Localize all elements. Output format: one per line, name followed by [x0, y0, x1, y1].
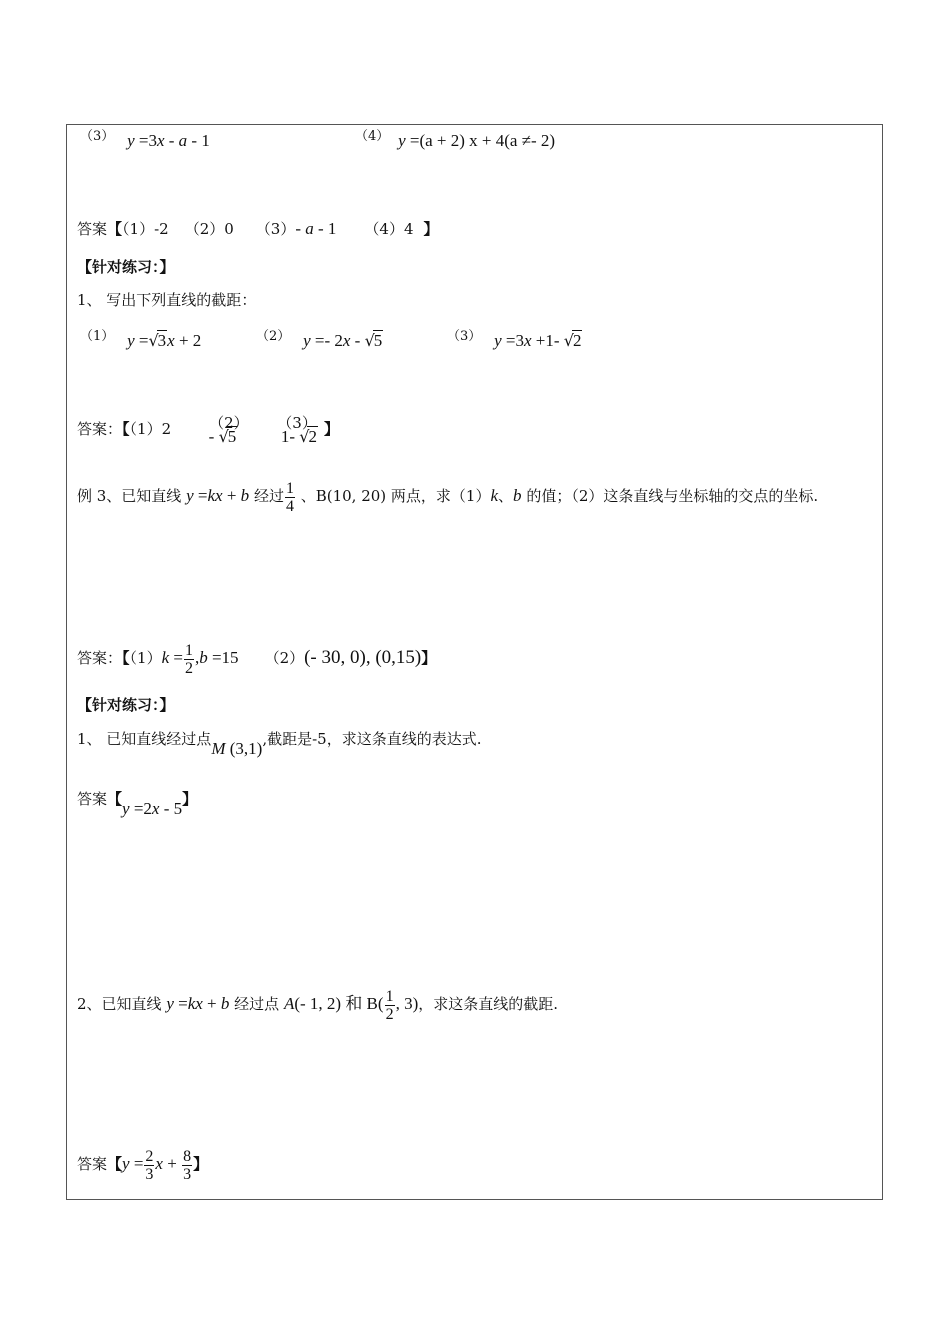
- example-text: 的值；（2）这条直线与坐标轴的交点的坐标.: [521, 487, 819, 505]
- fraction-numerator: 1: [285, 479, 294, 497]
- math-var: y: [494, 331, 502, 350]
- math-var: x: [151, 799, 160, 818]
- math-var: a: [178, 131, 188, 150]
- bracket-close: 】: [323, 420, 339, 438]
- math-text: - 1: [313, 219, 337, 238]
- practice-2-q1: [77, 729, 482, 758]
- math-var: y: [122, 799, 130, 818]
- fraction: [182, 1148, 192, 1183]
- example-text: 经过: [249, 487, 284, 505]
- fraction: [144, 1148, 154, 1183]
- practice-2-a2: [77, 1146, 208, 1183]
- fraction-denominator: 2: [385, 1005, 394, 1023]
- math-var: x: [167, 331, 175, 350]
- bracket-open: 【: [107, 790, 123, 808]
- math-text: ,: [194, 648, 200, 667]
- math-text: (- 1, 2): [294, 994, 342, 1013]
- question-text: 1、 已知直线经过点: [77, 730, 212, 748]
- radical-icon: √: [148, 331, 159, 350]
- example-3: [77, 478, 818, 515]
- answer-3: [77, 640, 436, 677]
- math-var: x: [342, 331, 351, 350]
- answer-label: 答案: [77, 1155, 108, 1173]
- question-text: ，求这条直线的截距.: [418, 995, 559, 1013]
- math-var: b: [199, 648, 208, 667]
- bracket-close: 】: [421, 649, 437, 667]
- math-text: +: [222, 486, 241, 505]
- practice-1-expr-1: [80, 331, 201, 353]
- answer-part: （2）0: [184, 220, 234, 238]
- math-var: kx: [187, 994, 203, 1013]
- math-text: (- 30, 0), (0,15): [304, 647, 422, 668]
- fraction-denominator: 3: [183, 1165, 192, 1183]
- math-text: (3,1): [225, 739, 263, 758]
- sqrt: [365, 331, 384, 351]
- practice-1-expr-2: [256, 331, 383, 353]
- math-var: M: [211, 739, 226, 758]
- sqrt: [564, 331, 583, 351]
- answer-1: [77, 219, 439, 239]
- radical-icon: √: [364, 331, 375, 350]
- answer-label: 答案: [77, 790, 108, 808]
- fraction-numerator: 8: [183, 1147, 192, 1165]
- math-text: 1-: [280, 427, 300, 446]
- item-number: （1）: [80, 329, 115, 344]
- fraction-numerator: 1: [184, 641, 193, 659]
- math-var: y: [398, 131, 406, 150]
- fraction: [285, 480, 295, 515]
- q4-row: [355, 131, 555, 153]
- example-text: 、B(10, 20) 两点，求（1）: [295, 487, 491, 505]
- radicand: 3: [157, 331, 167, 350]
- example-lead: 例 3、已知直线: [77, 487, 187, 505]
- math-text: +: [202, 994, 221, 1013]
- sqrt: [299, 427, 318, 447]
- math-var: k: [161, 648, 170, 667]
- math-var: a: [305, 219, 314, 238]
- practice-title-1: 【针对练习：】: [77, 258, 175, 276]
- practice-title-2: 【针对练习：】: [77, 696, 175, 714]
- math-var: kx: [207, 486, 223, 505]
- math-text: -: [350, 331, 365, 350]
- answer-part: （3）: [255, 220, 296, 238]
- math-text: =(a + 2) x + 4(a ≠- 2): [405, 131, 556, 150]
- math-text: =3: [501, 331, 524, 350]
- math-text: =: [129, 1154, 144, 1173]
- answer-part: （2）: [264, 649, 305, 667]
- q3-row: [80, 131, 210, 153]
- question-text: ,截距是-5，求这条直线的表达式.: [262, 730, 482, 748]
- radical-icon: √: [563, 331, 574, 350]
- math-var: x: [155, 1154, 163, 1173]
- fraction-denominator: 3: [145, 1165, 154, 1183]
- answer-label: 答案: [77, 220, 108, 238]
- math-var: b: [220, 994, 230, 1013]
- math-var: x: [156, 131, 165, 150]
- math-text: +1-: [531, 331, 564, 350]
- bracket-close: 】: [193, 1155, 209, 1173]
- bracket-open: 【: [107, 1155, 123, 1173]
- math-text: =2: [129, 799, 152, 818]
- math-var: y: [166, 994, 174, 1013]
- math-text: =15: [207, 648, 239, 667]
- radicand: 5: [227, 427, 237, 446]
- fraction: [385, 988, 395, 1023]
- sqrt: [219, 427, 238, 447]
- math-text: -: [295, 219, 306, 238]
- math-var: y: [127, 331, 135, 350]
- radicand: 2: [308, 427, 317, 446]
- bracket-close: 】: [423, 220, 439, 238]
- bracket-close: 】: [182, 790, 198, 808]
- bracket-open: 【: [107, 220, 123, 238]
- item-number: （3）: [447, 329, 482, 344]
- math-text: - 1: [187, 131, 210, 150]
- item-number: （2）: [256, 329, 291, 344]
- math-var: y: [122, 1154, 130, 1173]
- math-text: - 5: [159, 799, 183, 818]
- item-number: （3）: [80, 129, 115, 144]
- radicand: 2: [572, 331, 582, 350]
- math-var: b: [240, 486, 250, 505]
- practice-2-q2: [77, 986, 558, 1023]
- practice-1-expr-3: [447, 331, 582, 353]
- fraction-numerator: 1: [385, 987, 394, 1005]
- example-text: 、: [498, 487, 514, 505]
- bracket-open: 【: [122, 420, 130, 438]
- math-var: y: [303, 331, 311, 350]
- answer-part: （1）-2: [122, 220, 169, 238]
- practice-1-question: 1、 写出下列直线的截距：: [77, 291, 257, 309]
- item-number: （4）: [355, 129, 390, 144]
- radical-icon: √: [299, 427, 310, 446]
- sqrt: [148, 331, 167, 351]
- math-text: =- 2: [310, 331, 343, 350]
- math-text: + 2: [174, 331, 202, 350]
- answer-label: 答案：: [77, 649, 123, 667]
- math-var: b: [513, 486, 522, 505]
- math-text: =: [134, 331, 149, 350]
- math-var: y: [186, 486, 194, 505]
- answer-2: [77, 414, 369, 446]
- radicand: 5: [373, 331, 383, 350]
- math-text: +: [162, 1154, 182, 1173]
- answer-part: （3）: [277, 414, 317, 432]
- answer-part: （1）: [129, 649, 162, 667]
- question-text: 2、已知直线: [77, 995, 167, 1013]
- math-var: k: [490, 486, 499, 505]
- fraction: [184, 642, 194, 677]
- answer-part: （4）4: [364, 220, 414, 238]
- math-text: -: [208, 427, 219, 446]
- answer-label: 答案：: [77, 420, 123, 438]
- practice-2-a1: [77, 789, 198, 818]
- math-text: 和 B(: [341, 994, 384, 1013]
- math-text: =: [193, 486, 208, 505]
- math-text: =: [169, 648, 183, 667]
- math-text: =: [173, 994, 188, 1013]
- math-text: -: [164, 131, 179, 150]
- math-text: , 3): [395, 994, 419, 1013]
- math-text: =3: [134, 131, 157, 150]
- answer-part: （2）: [209, 414, 249, 432]
- radical-icon: √: [218, 427, 229, 446]
- fraction-denominator: 4: [285, 497, 294, 515]
- math-var: y: [127, 131, 135, 150]
- fraction-denominator: 2: [184, 659, 193, 677]
- math-var: A: [283, 994, 295, 1013]
- fraction-numerator: 2: [145, 1147, 154, 1165]
- question-text: 经过点: [229, 995, 284, 1013]
- math-var: x: [523, 331, 532, 350]
- answer-part: （1）2: [129, 420, 172, 438]
- bracket-open: 【: [122, 649, 130, 667]
